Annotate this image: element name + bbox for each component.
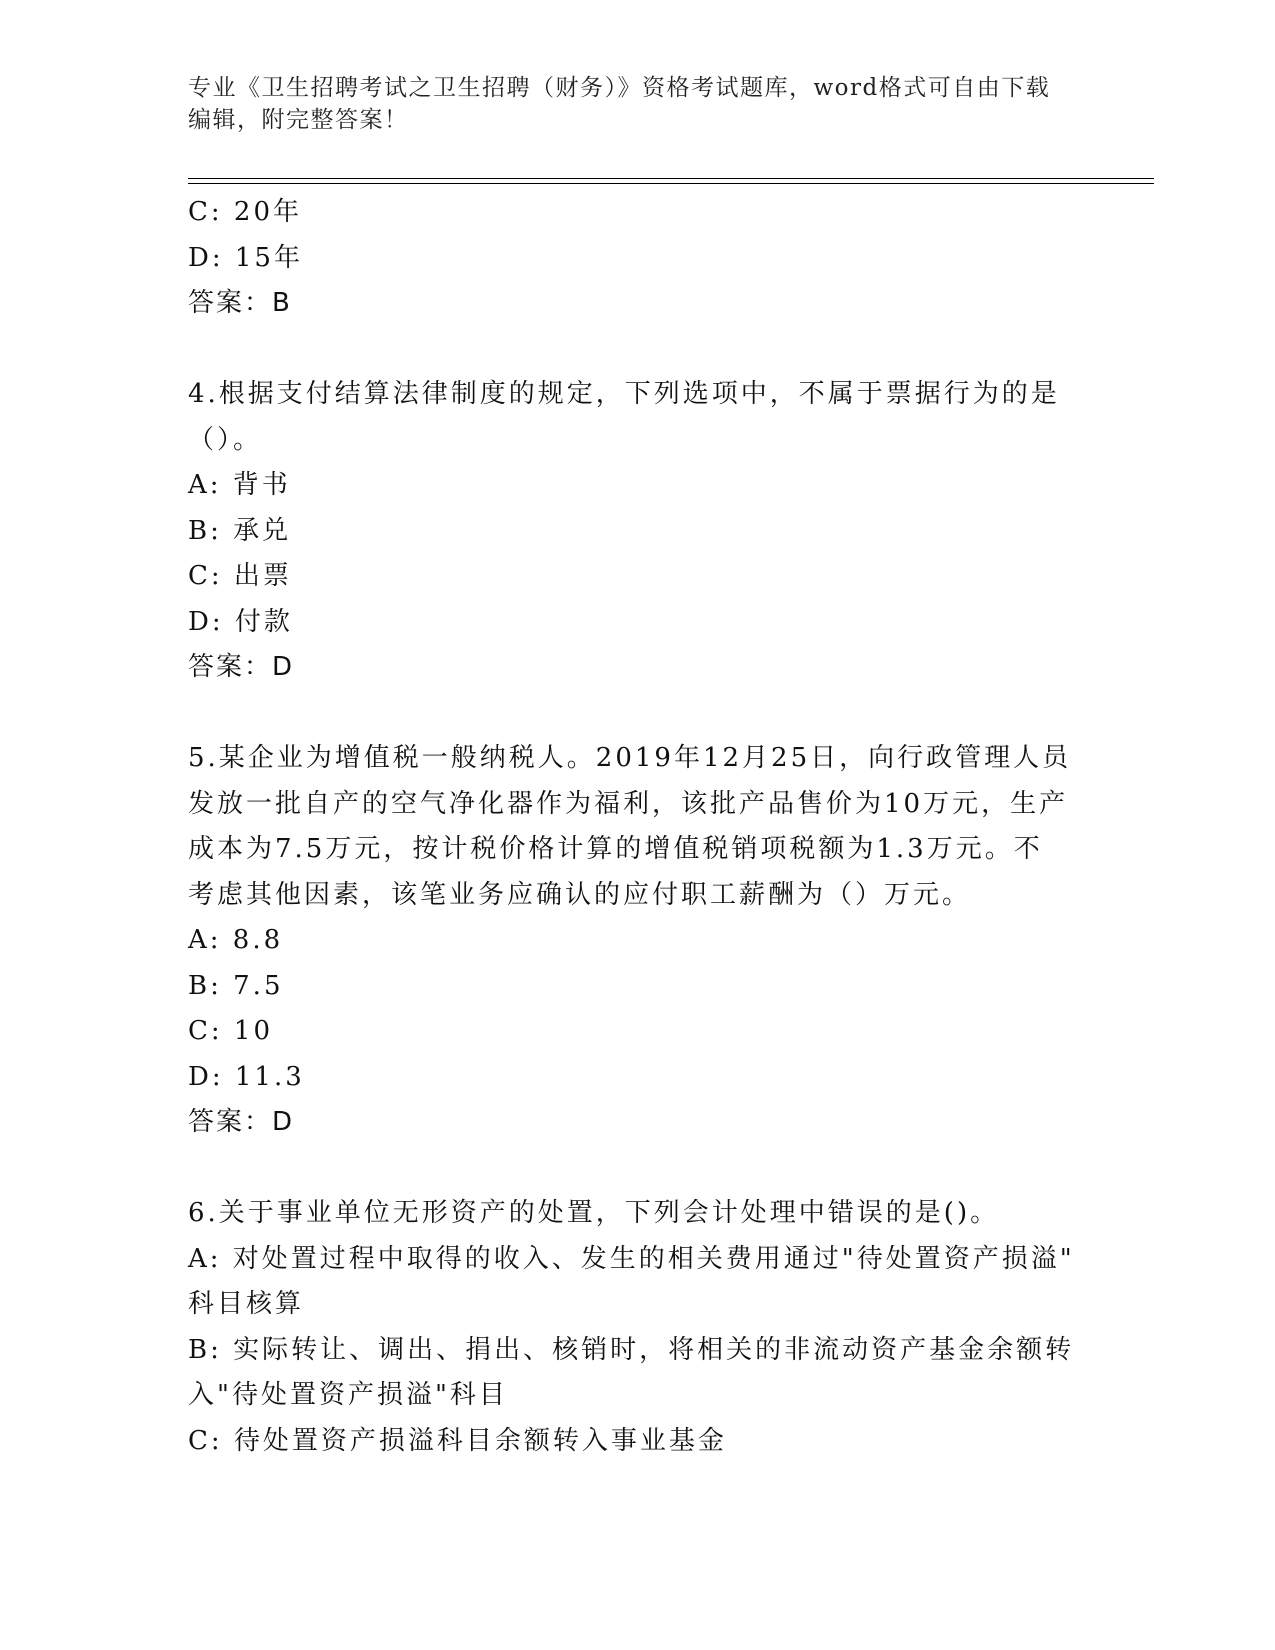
q6-option-c: C: 待处置资产损溢科目余额转入事业基金 bbox=[188, 1425, 727, 1456]
q6-option-a-line-1: A: 对处置过程中取得的收入、发生的相关费用通过"待处置资产损溢" bbox=[188, 1243, 1075, 1274]
header-divider-top bbox=[188, 178, 1154, 179]
q5-stem-line-3: 成本为7.5万元，按计税价格计算的增值税销项税额为1.3万元。不 bbox=[188, 834, 1043, 864]
q4-stem-line-1: 4.根据支付结算法律制度的规定，下列选项中，不属于票据行为的是 bbox=[188, 379, 1060, 409]
q3-option-c: C: 20年 bbox=[188, 197, 303, 227]
q4-stem-line-2: （）。 bbox=[188, 424, 263, 455]
q4-option-b: B: 承兑 bbox=[188, 515, 292, 546]
q6-option-b-line-1: B: 实际转让、调出、捐出、核销时，将相关的非流动资产基金余额转 bbox=[188, 1334, 1075, 1365]
q5-stem-line-2: 发放一批自产的空气净化器作为福利，该批产品售价为10万元，生产 bbox=[188, 788, 1069, 819]
q5-stem-line-1: 5.某企业为增值税一般纳税人。2019年12月25日，向行政管理人员 bbox=[188, 743, 1072, 773]
question-5 bbox=[188, 736, 1088, 1146]
header-line-1: 专业《卫生招聘考试之卫生招聘（财务）》资格考试题库，word格式可自由下载 bbox=[188, 75, 1051, 101]
header-line-2: 编辑，附完整答案！ bbox=[188, 107, 409, 133]
spacer bbox=[188, 327, 1088, 373]
q5-stem-line-4: 考虑其他因素，该笔业务应确认的应付职工薪酬为（）万元。 bbox=[188, 879, 972, 910]
q5-option-c: C: 10 bbox=[188, 1016, 274, 1046]
q5-option-b: B: 7.5 bbox=[188, 970, 284, 1001]
q5-answer: 答案：D bbox=[188, 1107, 295, 1137]
question-3 bbox=[188, 190, 1088, 327]
q4-answer: 答案：D bbox=[188, 652, 295, 682]
header-divider-bottom bbox=[188, 183, 1154, 184]
q4-option-d: D: 付款 bbox=[188, 606, 293, 637]
q4-option-a: A: 背书 bbox=[188, 470, 291, 500]
document-body bbox=[188, 190, 1088, 1464]
question-4 bbox=[188, 372, 1088, 691]
question-6 bbox=[188, 1191, 1088, 1464]
q6-stem-line-1: 6.关于事业单位无形资产的处置，下列会计处理中错误的是()。 bbox=[188, 1198, 1000, 1228]
q6-option-a-line-2: 科目核算 bbox=[188, 1289, 305, 1319]
spacer bbox=[188, 1146, 1088, 1192]
q3-option-d: D: 15年 bbox=[188, 242, 303, 273]
q4-option-c: C: 出票 bbox=[188, 561, 292, 591]
q6-option-b-line-2: 入"待处置资产损溢"科目 bbox=[188, 1380, 508, 1410]
q5-option-a: A: 8.8 bbox=[188, 925, 284, 955]
q3-answer: 答案：B bbox=[188, 288, 292, 318]
q5-option-d: D: 11.3 bbox=[188, 1061, 305, 1092]
document-header bbox=[188, 72, 1068, 136]
spacer bbox=[188, 691, 1088, 737]
